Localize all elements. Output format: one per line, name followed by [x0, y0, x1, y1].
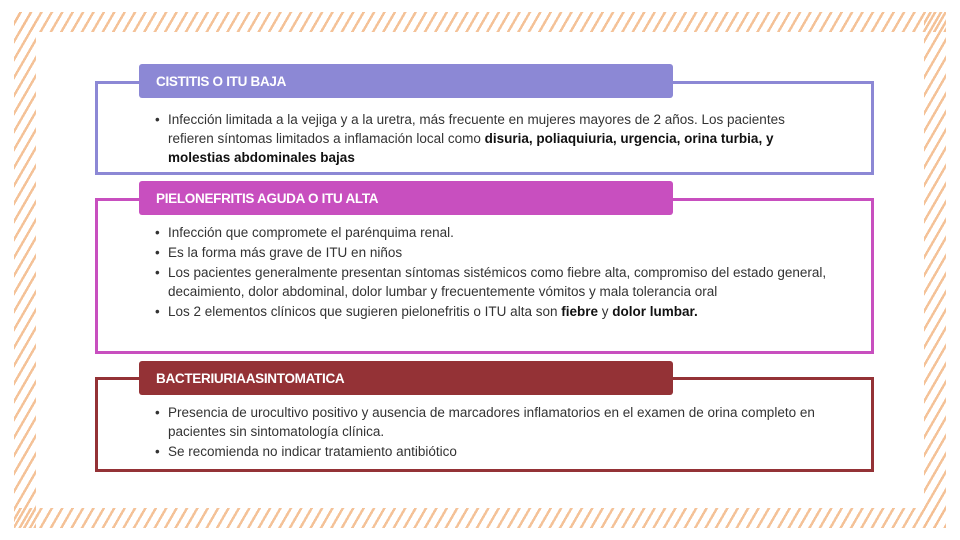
bullet-text: Infección que compromete el parénquima renal. — [168, 225, 454, 240]
section-pielonefritis-list — [155, 223, 834, 322]
list-item — [155, 243, 834, 262]
section-pielonefritis — [95, 181, 874, 354]
section-cistitis — [95, 64, 874, 175]
bullet-text: Presencia de urocultivo positivo y ausencia de marcadores inflamatorios en el examen de orina completo en pacientes sin sintomatología clínica. — [168, 405, 815, 439]
list-item — [155, 263, 834, 301]
section-bacteriuria-list — [155, 403, 834, 462]
bullet-text: Es la forma más grave de ITU en niños — [168, 245, 403, 260]
decorative-frame-top — [14, 12, 946, 32]
decorative-frame-right — [924, 12, 946, 528]
list-item — [155, 223, 834, 242]
bullet-bold-text: disuria, poliaquiuria, urgencia, orina turbia, y molestias abdominales bajas — [168, 131, 774, 165]
list-item — [155, 442, 834, 461]
decorative-frame-left — [14, 12, 36, 528]
section-bacteriuria — [95, 361, 874, 472]
section-cistitis-header — [139, 64, 673, 98]
section-pielonefritis-title: PIELONEFRITIS AGUDA O ITU ALTA — [156, 190, 379, 206]
bullet-bold-text: dolor lumbar. — [612, 304, 698, 319]
list-item — [155, 403, 834, 441]
bullet-text: Los pacientes generalmente presentan síntomas sistémicos como fiebre alta, compromiso del estado general, decaimiento, dolor abdominal, dolor lumbar y frecuentemente vómitos y mala tolerancia oral — [168, 265, 827, 299]
bullet-text: Se recomienda no indicar tratamiento antibiótico — [168, 444, 457, 459]
section-pielonefritis-header — [139, 181, 673, 215]
bullet-bold-text: fiebre — [561, 304, 598, 319]
bullet-text: Infección limitada a la vejiga y a la uretra, más frecuente en mujeres mayores de 2 años. Los pacientes refieren síntomas limitados a inflamación local como — [168, 112, 785, 146]
section-bacteriuria-title: BACTERIURIAASINTOMATICA — [156, 370, 345, 386]
section-bacteriuria-header — [139, 361, 673, 395]
bullet-text: y — [597, 304, 613, 319]
section-cistitis-title: CISTITIS O ITU BAJA — [156, 73, 287, 89]
list-item — [155, 302, 834, 321]
decorative-frame-bottom — [14, 508, 946, 528]
list-item — [155, 110, 834, 167]
section-cistitis-list — [155, 110, 834, 168]
bullet-text: Los 2 elementos clínicos que sugieren pielonefritis o ITU alta son — [168, 304, 562, 319]
